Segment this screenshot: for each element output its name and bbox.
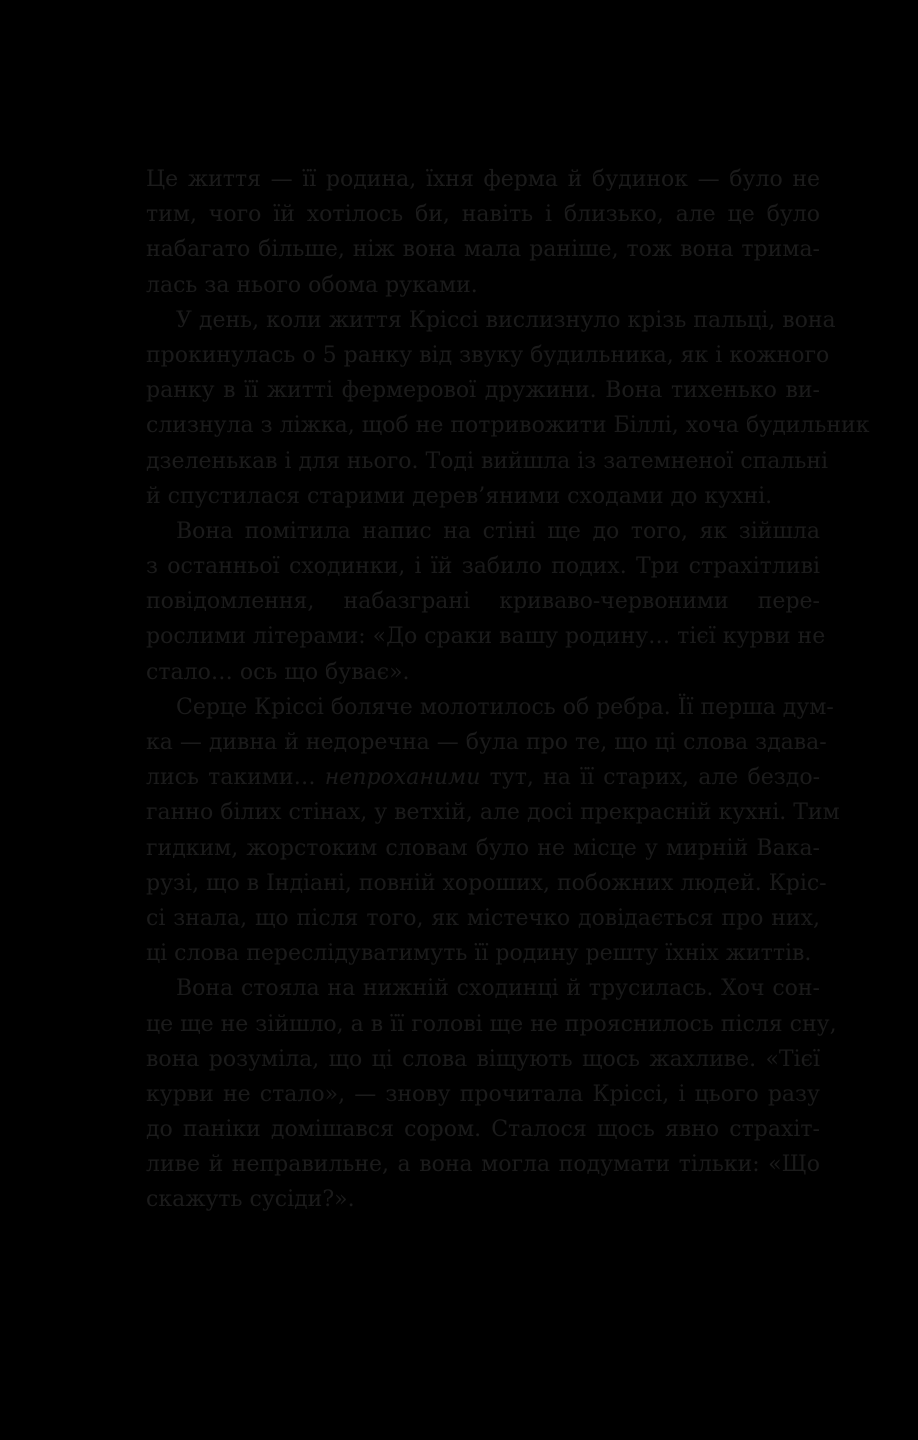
text-line: У день, коли життя Кріссі вислизнуло крізь пальці, вона	[176, 307, 836, 333]
text-line: рослими літерами: «До сраки вашу родину… тієї курви не	[146, 624, 826, 650]
text-line: й спустилася старими дерев’яними сходами до кухні.	[146, 483, 773, 509]
italic-word: непроханими	[324, 765, 481, 791]
text-line: ранку в її житті фермерової дружини. Вона тихенько ви-	[146, 378, 820, 404]
paragraph-2	[146, 303, 870, 514]
text-line: курви не стало», — знову прочитала Кріссі, і цього разу	[146, 1081, 820, 1107]
paragraph-1	[146, 162, 820, 303]
text-line: Це життя — її родина, їхня ферма й будинок — було не	[146, 167, 820, 192]
text-line: скажуть сусіди?».	[146, 1187, 355, 1213]
text-run: лись такими…	[146, 765, 325, 791]
text-line: Серце Кріссі боляче молотилось об ребра. Її перша дум-	[176, 694, 834, 720]
text-line: стало… ось що буває».	[146, 659, 410, 685]
paragraph-3	[146, 514, 826, 690]
text-line: ливе й неправильне, а вона могла подумати тільки: «Що	[146, 1152, 820, 1178]
text-line: набагато більше, ніж вона мала раніше, тож вона трима-	[146, 237, 820, 263]
paragraph-4	[146, 690, 840, 972]
text-line: Вона стояла на нижній сходинці й трусилась. Хоч сон-	[176, 976, 820, 1002]
text-line: з останньої сходинки, і їй забило подих. Три страхітливі	[146, 554, 820, 580]
text-line: дзеленькав і для нього. Тоді вийшла із затемненої спальні	[146, 448, 829, 474]
text-run: тут, на її старих, але бездо-	[480, 765, 820, 791]
text-line: слизнула з ліжка, щоб не потривожити Біллі, хоча будильник	[146, 413, 870, 439]
text-line: гидким, жорстоким словам було не місце у мирній Вака-	[146, 835, 820, 861]
text-line: до паніки домішався сором. Сталося щось явно страхіт-	[146, 1117, 820, 1143]
text-line: Вона помітила напис на стіні ще до того, як зійшла	[176, 518, 820, 544]
text-line: прокинулась о 5 ранку від звуку будильника, як і кожного	[146, 342, 830, 368]
text-line-with-italic	[146, 760, 820, 795]
paragraph-5	[146, 971, 837, 1217]
body-text	[146, 162, 870, 1218]
text-line: ці слова переслідуватимуть її родину решту їхніх життів.	[146, 941, 812, 967]
text-line: лась за нього обома руками.	[146, 272, 478, 298]
text-line: сі знала, що після того, як містечко довідається про них,	[146, 905, 820, 931]
text-line: ганно білих стінах, у ветхій, але досі прекрасній кухні. Тим	[146, 800, 840, 826]
text-line: вона розуміла, що ці слова віщують щось жахливе. «Тієї	[146, 1046, 820, 1072]
text-line: рузі, що в Індіані, повній хороших, побожних людей. Кріс-	[146, 870, 827, 896]
text-line: це ще не зійшло, а в її голові ще не прояснилось після сну,	[146, 1011, 837, 1037]
text-line: повідомлення, набазграні криваво-червоними пере-	[146, 589, 820, 615]
text-line: тим, чого їй хотілось би, навіть і близько, але це було	[146, 202, 820, 228]
text-line: ка — дивна й недоречна — була про те, що ці слова здава-	[146, 730, 827, 755]
